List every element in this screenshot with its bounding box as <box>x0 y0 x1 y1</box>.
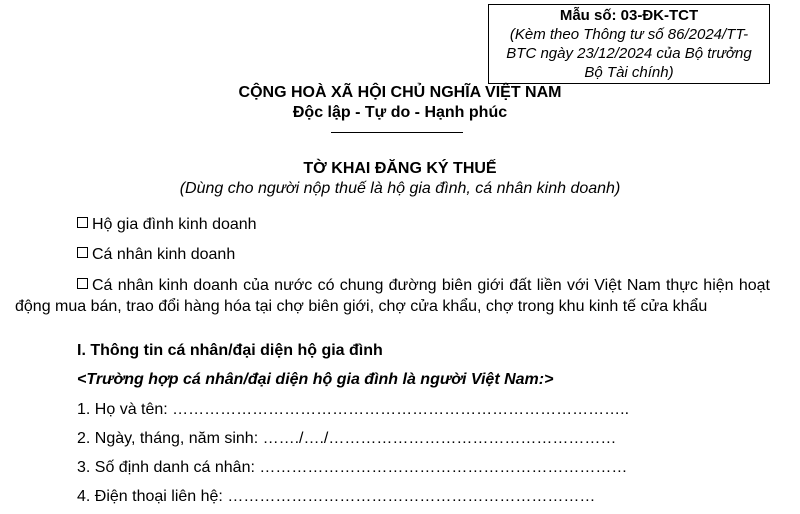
document-subtitle: (Dùng cho người nộp thuế là hộ gia đình, cá nhân kinh doanh) <box>179 180 621 197</box>
option-label: Hộ gia đình kinh doanh <box>92 216 257 233</box>
case-note: <Trường hợp cá nhân/đại diện hộ gia đình là người Việt Nam:> <box>77 371 554 388</box>
country-name: CỘNG HOÀ XÃ HỘI CHỦ NGHĨA VIỆT NAM <box>238 84 562 101</box>
form-number-box <box>488 4 770 84</box>
option-label: Cá nhân kinh doanh <box>92 246 236 263</box>
field-phone: 4. Điện thoại liên hệ: …………………………………………………………… <box>77 488 596 505</box>
section-heading: I. Thông tin cá nhân/đại diện hộ gia đình <box>77 342 383 359</box>
national-motto: Độc lập - Tự do - Hạnh phúc <box>292 104 508 121</box>
field-personal-id: 3. Số định danh cá nhân: …………………………………………………………… <box>77 459 628 476</box>
document-title: TỜ KHAI ĐĂNG KÝ THUẾ <box>303 160 497 177</box>
option-household-business[interactable] <box>77 216 257 234</box>
checkbox-icon[interactable] <box>77 278 88 289</box>
form-code: Mẫu số: 03-ĐK-TCT <box>559 7 699 24</box>
option-border-individual-business[interactable] <box>15 275 770 317</box>
option-label: Cá nhân kinh doanh của nước có chung đường biên giới đất liền với Việt Nam thực hiện hoạt động mua bán, trao đổi hàng hóa tại chợ biên giới, chợ cửa khẩu, chợ trong khu kinh tế cửa khẩu <box>15 277 770 315</box>
header-divider <box>331 132 463 133</box>
form-legal-note: (Kèm theo Thông tư số 86/2024/TT-BTC ngày 23/12/2024 của Bộ trưởng Bộ Tài chính) <box>506 26 752 81</box>
option-individual-business[interactable] <box>77 246 235 264</box>
checkbox-icon[interactable] <box>77 217 88 228</box>
checkbox-icon[interactable] <box>77 247 88 258</box>
field-full-name: 1. Họ và tên: ………………………………………………………………………….. <box>77 401 630 418</box>
field-date-of-birth: 2. Ngày, tháng, năm sinh: ……./…./……………………………………………… <box>77 430 617 447</box>
